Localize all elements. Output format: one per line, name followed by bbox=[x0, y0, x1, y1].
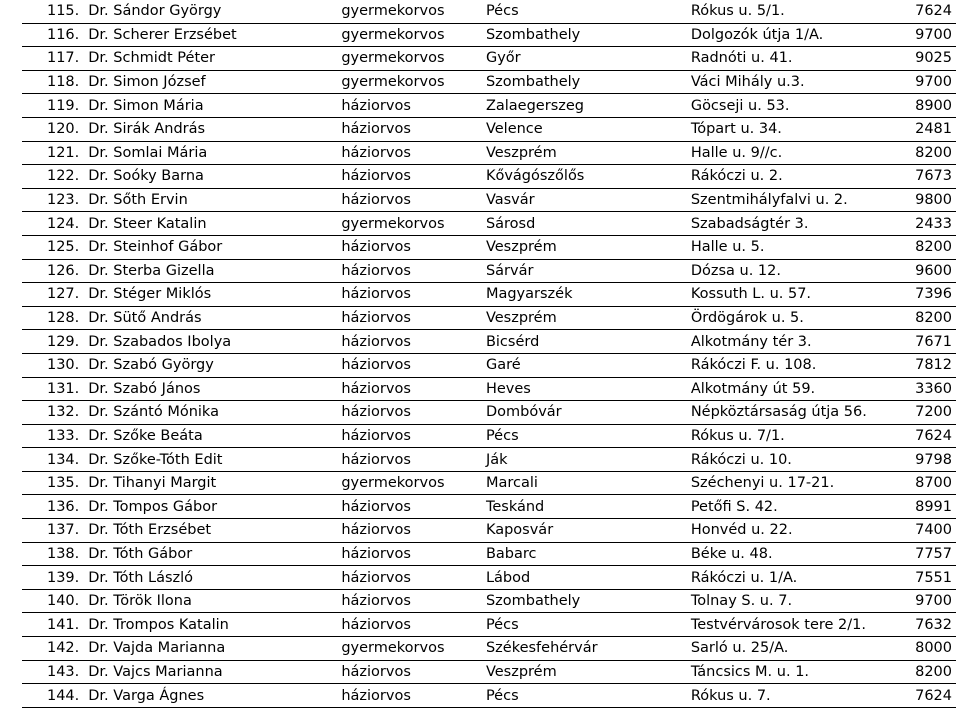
table-row bbox=[22, 165, 956, 189]
specialty: háziorvos bbox=[338, 165, 483, 189]
address: Göcseji u. 53. bbox=[688, 94, 891, 118]
specialty: háziorvos bbox=[338, 235, 483, 259]
address: Váci Mihály u.3. bbox=[688, 70, 891, 94]
row-number: 139. bbox=[22, 566, 85, 590]
city: Székesfehérvár bbox=[483, 637, 688, 661]
address: Radnóti u. 41. bbox=[688, 47, 891, 71]
table-row bbox=[22, 424, 956, 448]
specialty: háziorvos bbox=[338, 188, 483, 212]
doctor-name: Dr. Soóky Barna bbox=[85, 165, 338, 189]
postal-code: 7624 bbox=[891, 0, 956, 23]
city: Kaposvár bbox=[483, 519, 688, 543]
address: Halle u. 5. bbox=[688, 235, 891, 259]
address: Honvéd u. 22. bbox=[688, 519, 891, 543]
address: Petőfi S. 42. bbox=[688, 495, 891, 519]
city: Ják bbox=[483, 448, 688, 472]
table-row bbox=[22, 401, 956, 425]
city: Veszprém bbox=[483, 235, 688, 259]
specialty: gyermekorvos bbox=[338, 471, 483, 495]
postal-code: 9800 bbox=[891, 188, 956, 212]
doctor-name: Dr. Tihanyi Margit bbox=[85, 471, 338, 495]
address: Dolgozók útja 1/A. bbox=[688, 23, 891, 47]
specialty: gyermekorvos bbox=[338, 70, 483, 94]
specialty: háziorvos bbox=[338, 589, 483, 613]
doctor-name: Dr. Trompos Katalin bbox=[85, 613, 338, 637]
postal-code: 7671 bbox=[891, 330, 956, 354]
doctor-name: Dr. Simon József bbox=[85, 70, 338, 94]
postal-code: 9600 bbox=[891, 259, 956, 283]
address: Rókus u. 5/1. bbox=[688, 0, 891, 23]
city: Dombóvár bbox=[483, 401, 688, 425]
specialty: gyermekorvos bbox=[338, 47, 483, 71]
doctor-name: Dr. Szőke-Tóth Edit bbox=[85, 448, 338, 472]
row-number: 125. bbox=[22, 235, 85, 259]
address: Ördögárok u. 5. bbox=[688, 306, 891, 330]
postal-code: 8991 bbox=[891, 495, 956, 519]
row-number: 117. bbox=[22, 47, 85, 71]
address: Béke u. 48. bbox=[688, 542, 891, 566]
specialty: háziorvos bbox=[338, 495, 483, 519]
city: Teskánd bbox=[483, 495, 688, 519]
table-row bbox=[22, 188, 956, 212]
address: Sarló u. 25/A. bbox=[688, 637, 891, 661]
postal-code: 7396 bbox=[891, 283, 956, 307]
address: Rákóczi u. 2. bbox=[688, 165, 891, 189]
doctor-name: Dr. Sirák András bbox=[85, 117, 338, 141]
table-row bbox=[22, 660, 956, 684]
row-number: 133. bbox=[22, 424, 85, 448]
postal-code: 9700 bbox=[891, 23, 956, 47]
table-row bbox=[22, 0, 956, 23]
postal-code: 2433 bbox=[891, 212, 956, 236]
postal-code: 7812 bbox=[891, 353, 956, 377]
specialty: háziorvos bbox=[338, 353, 483, 377]
table-row bbox=[22, 566, 956, 590]
specialty: háziorvos bbox=[338, 330, 483, 354]
doctor-name: Dr. Szabó János bbox=[85, 377, 338, 401]
address: Alkotmány út 59. bbox=[688, 377, 891, 401]
address: Alkotmány tér 3. bbox=[688, 330, 891, 354]
postal-code: 7632 bbox=[891, 613, 956, 637]
doctor-name: Dr. Tompos Gábor bbox=[85, 495, 338, 519]
specialty: háziorvos bbox=[338, 542, 483, 566]
city: Sárvár bbox=[483, 259, 688, 283]
table-row bbox=[22, 70, 956, 94]
address: Testvérvárosok tere 2/1. bbox=[688, 613, 891, 637]
specialty: háziorvos bbox=[338, 401, 483, 425]
city: Zalaegerszeg bbox=[483, 94, 688, 118]
row-number: 127. bbox=[22, 283, 85, 307]
table-row bbox=[22, 117, 956, 141]
table-row bbox=[22, 235, 956, 259]
specialty: háziorvos bbox=[338, 660, 483, 684]
postal-code: 3360 bbox=[891, 377, 956, 401]
doctor-name: Dr. Steinhof Gábor bbox=[85, 235, 338, 259]
postal-code: 7624 bbox=[891, 424, 956, 448]
doctor-list-body bbox=[22, 0, 956, 707]
city: Lábod bbox=[483, 566, 688, 590]
table-row bbox=[22, 212, 956, 236]
row-number: 124. bbox=[22, 212, 85, 236]
postal-code: 8200 bbox=[891, 235, 956, 259]
address: Rákóczi u. 10. bbox=[688, 448, 891, 472]
table-row bbox=[22, 448, 956, 472]
address: Rákóczi F. u. 108. bbox=[688, 353, 891, 377]
doctor-name: Dr. Sándor György bbox=[85, 0, 338, 23]
postal-code: 8900 bbox=[891, 94, 956, 118]
row-number: 129. bbox=[22, 330, 85, 354]
postal-code: 7551 bbox=[891, 566, 956, 590]
table-row bbox=[22, 259, 956, 283]
row-number: 121. bbox=[22, 141, 85, 165]
postal-code: 8200 bbox=[891, 306, 956, 330]
specialty: háziorvos bbox=[338, 306, 483, 330]
postal-code: 2481 bbox=[891, 117, 956, 141]
doctor-name: Dr. Sőth Ervin bbox=[85, 188, 338, 212]
address: Dózsa u. 12. bbox=[688, 259, 891, 283]
table-row bbox=[22, 684, 956, 708]
doctor-name: Dr. Steer Katalin bbox=[85, 212, 338, 236]
doctor-name: Dr. Szántó Mónika bbox=[85, 401, 338, 425]
city: Marcali bbox=[483, 471, 688, 495]
specialty: háziorvos bbox=[338, 283, 483, 307]
specialty: gyermekorvos bbox=[338, 637, 483, 661]
table-row bbox=[22, 471, 956, 495]
row-number: 123. bbox=[22, 188, 85, 212]
address: Szabadságtér 3. bbox=[688, 212, 891, 236]
row-number: 122. bbox=[22, 165, 85, 189]
address: Tópart u. 34. bbox=[688, 117, 891, 141]
table-row bbox=[22, 519, 956, 543]
table-row bbox=[22, 542, 956, 566]
address: Halle u. 9//c. bbox=[688, 141, 891, 165]
table-row bbox=[22, 377, 956, 401]
specialty: háziorvos bbox=[338, 94, 483, 118]
city: Pécs bbox=[483, 613, 688, 637]
postal-code: 7200 bbox=[891, 401, 956, 425]
city: Pécs bbox=[483, 684, 688, 708]
doctor-name: Dr. Szőke Beáta bbox=[85, 424, 338, 448]
row-number: 119. bbox=[22, 94, 85, 118]
doctor-list-table bbox=[22, 0, 956, 708]
specialty: gyermekorvos bbox=[338, 0, 483, 23]
doctor-name: Dr. Sütő András bbox=[85, 306, 338, 330]
row-number: 115. bbox=[22, 0, 85, 23]
specialty: gyermekorvos bbox=[338, 212, 483, 236]
postal-code: 7400 bbox=[891, 519, 956, 543]
address: Tolnay S. u. 7. bbox=[688, 589, 891, 613]
address: Széchenyi u. 17-21. bbox=[688, 471, 891, 495]
row-number: 128. bbox=[22, 306, 85, 330]
row-number: 120. bbox=[22, 117, 85, 141]
doctor-name: Dr. Tóth László bbox=[85, 566, 338, 590]
doctor-name: Dr. Stéger Miklós bbox=[85, 283, 338, 307]
city: Magyarszék bbox=[483, 283, 688, 307]
city: Pécs bbox=[483, 424, 688, 448]
doctor-name: Dr. Tóth Erzsébet bbox=[85, 519, 338, 543]
postal-code: 7757 bbox=[891, 542, 956, 566]
postal-code: 9700 bbox=[891, 70, 956, 94]
table-row bbox=[22, 141, 956, 165]
address: Kossuth L. u. 57. bbox=[688, 283, 891, 307]
doctor-name: Dr. Sterba Gizella bbox=[85, 259, 338, 283]
row-number: 134. bbox=[22, 448, 85, 472]
row-number: 132. bbox=[22, 401, 85, 425]
table-row bbox=[22, 637, 956, 661]
city: Szombathely bbox=[483, 70, 688, 94]
address: Rókus u. 7. bbox=[688, 684, 891, 708]
city: Heves bbox=[483, 377, 688, 401]
table-row bbox=[22, 330, 956, 354]
specialty: háziorvos bbox=[338, 377, 483, 401]
city: Babarc bbox=[483, 542, 688, 566]
specialty: gyermekorvos bbox=[338, 23, 483, 47]
table-row bbox=[22, 306, 956, 330]
row-number: 138. bbox=[22, 542, 85, 566]
doctor-name: Dr. Schmidt Péter bbox=[85, 47, 338, 71]
city: Bicsérd bbox=[483, 330, 688, 354]
row-number: 141. bbox=[22, 613, 85, 637]
city: Vasvár bbox=[483, 188, 688, 212]
address: Népköztársaság útja 56. bbox=[688, 401, 891, 425]
address: Rókus u. 7/1. bbox=[688, 424, 891, 448]
postal-code: 7624 bbox=[891, 684, 956, 708]
specialty: háziorvos bbox=[338, 424, 483, 448]
city: Velence bbox=[483, 117, 688, 141]
table-row bbox=[22, 94, 956, 118]
doctor-name: Dr. Somlai Mária bbox=[85, 141, 338, 165]
address: Rákóczi u. 1/A. bbox=[688, 566, 891, 590]
row-number: 130. bbox=[22, 353, 85, 377]
specialty: háziorvos bbox=[338, 259, 483, 283]
postal-code: 8000 bbox=[891, 637, 956, 661]
postal-code: 8200 bbox=[891, 141, 956, 165]
doctor-name: Dr. Vajda Marianna bbox=[85, 637, 338, 661]
city: Kővágószőlős bbox=[483, 165, 688, 189]
doctor-name: Dr. Simon Mária bbox=[85, 94, 338, 118]
postal-code: 9700 bbox=[891, 589, 956, 613]
row-number: 142. bbox=[22, 637, 85, 661]
specialty: háziorvos bbox=[338, 566, 483, 590]
postal-code: 8700 bbox=[891, 471, 956, 495]
row-number: 136. bbox=[22, 495, 85, 519]
table-row bbox=[22, 589, 956, 613]
row-number: 135. bbox=[22, 471, 85, 495]
row-number: 131. bbox=[22, 377, 85, 401]
city: Sárosd bbox=[483, 212, 688, 236]
specialty: háziorvos bbox=[338, 448, 483, 472]
row-number: 137. bbox=[22, 519, 85, 543]
table-row bbox=[22, 23, 956, 47]
table-row bbox=[22, 613, 956, 637]
specialty: háziorvos bbox=[338, 613, 483, 637]
city: Szombathely bbox=[483, 589, 688, 613]
specialty: háziorvos bbox=[338, 519, 483, 543]
row-number: 144. bbox=[22, 684, 85, 708]
doctor-name: Dr. Szabó György bbox=[85, 353, 338, 377]
city: Veszprém bbox=[483, 660, 688, 684]
row-number: 126. bbox=[22, 259, 85, 283]
city: Garé bbox=[483, 353, 688, 377]
doctor-name: Dr. Török Ilona bbox=[85, 589, 338, 613]
doctor-name: Dr. Vajcs Marianna bbox=[85, 660, 338, 684]
address: Táncsics M. u. 1. bbox=[688, 660, 891, 684]
postal-code: 9025 bbox=[891, 47, 956, 71]
address: Szentmihályfalvi u. 2. bbox=[688, 188, 891, 212]
table-row bbox=[22, 47, 956, 71]
row-number: 118. bbox=[22, 70, 85, 94]
specialty: háziorvos bbox=[338, 117, 483, 141]
postal-code: 8200 bbox=[891, 660, 956, 684]
postal-code: 7673 bbox=[891, 165, 956, 189]
city: Szombathely bbox=[483, 23, 688, 47]
row-number: 140. bbox=[22, 589, 85, 613]
postal-code: 9798 bbox=[891, 448, 956, 472]
city: Veszprém bbox=[483, 306, 688, 330]
city: Veszprém bbox=[483, 141, 688, 165]
specialty: háziorvos bbox=[338, 141, 483, 165]
row-number: 116. bbox=[22, 23, 85, 47]
doctor-name: Dr. Szabados Ibolya bbox=[85, 330, 338, 354]
city: Pécs bbox=[483, 0, 688, 23]
table-row bbox=[22, 283, 956, 307]
doctor-name: Dr. Varga Ágnes bbox=[85, 684, 338, 708]
doctor-name: Dr. Tóth Gábor bbox=[85, 542, 338, 566]
specialty: háziorvos bbox=[338, 684, 483, 708]
table-row bbox=[22, 353, 956, 377]
city: Győr bbox=[483, 47, 688, 71]
table-row bbox=[22, 495, 956, 519]
row-number: 143. bbox=[22, 660, 85, 684]
doctor-name: Dr. Scherer Erzsébet bbox=[85, 23, 338, 47]
